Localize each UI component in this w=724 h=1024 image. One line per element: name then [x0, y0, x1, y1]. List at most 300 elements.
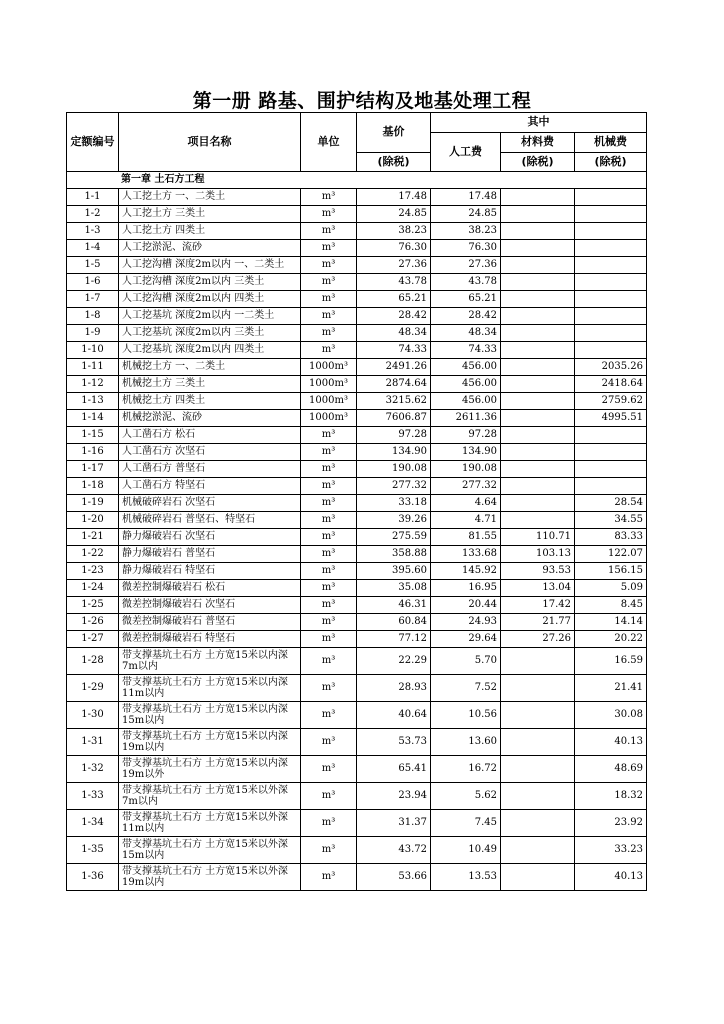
row-unit: m³ [301, 274, 357, 291]
row-name: 机械破碎岩石 普坚石、特坚石 [119, 512, 301, 529]
row-base-price: 31.37 [357, 810, 431, 837]
row-name: 人工挖基坑 深度2m以内 四类土 [119, 342, 301, 359]
row-unit: m³ [301, 864, 357, 891]
row-code: 1-35 [67, 837, 119, 864]
row-unit: 1000m³ [301, 359, 357, 376]
row-labor: 10.56 [431, 702, 501, 729]
row-code: 1-29 [67, 675, 119, 702]
page-title: 第一册 路基、围护结构及地基处理工程 [192, 90, 532, 112]
header-code: 定额编号 [67, 113, 119, 172]
table-row [67, 240, 647, 257]
row-unit: m³ [301, 240, 357, 257]
header-base-note: (除税) [357, 153, 431, 172]
row-unit: m³ [301, 444, 357, 461]
row-machine [575, 427, 647, 444]
row-material: 27.26 [501, 631, 575, 648]
row-machine: 33.23 [575, 837, 647, 864]
row-name: 人工挖淤泥、流砂 [119, 240, 301, 257]
row-code: 1-36 [67, 864, 119, 891]
row-unit: m³ [301, 223, 357, 240]
row-base-price: 76.30 [357, 240, 431, 257]
table-row [67, 495, 647, 512]
row-unit: m³ [301, 189, 357, 206]
row-material [501, 512, 575, 529]
table-row [67, 291, 647, 308]
row-unit: m³ [301, 675, 357, 702]
row-name: 人工凿石方 松石 [119, 427, 301, 444]
table-row [67, 837, 647, 864]
table-row [67, 810, 647, 837]
row-unit: m³ [301, 580, 357, 597]
row-code: 1-21 [67, 529, 119, 546]
row-base-price: 2491.26 [357, 359, 431, 376]
row-base-price: 28.42 [357, 308, 431, 325]
row-code: 1-31 [67, 729, 119, 756]
row-code: 1-4 [67, 240, 119, 257]
row-machine [575, 274, 647, 291]
table-row [67, 223, 647, 240]
row-code: 1-23 [67, 563, 119, 580]
row-code: 1-2 [67, 206, 119, 223]
row-name: 机械破碎岩石 次坚石 [119, 495, 301, 512]
table-row [67, 206, 647, 223]
row-code: 1-32 [67, 756, 119, 783]
header-base-price: 基价 [357, 113, 431, 153]
row-code: 1-17 [67, 461, 119, 478]
header-labor: 人工费 [431, 133, 501, 172]
row-code: 1-9 [67, 325, 119, 342]
row-labor: 2611.36 [431, 410, 501, 427]
row-code: 1-34 [67, 810, 119, 837]
header-among: 其中 [431, 113, 647, 133]
row-machine: 48.69 [575, 756, 647, 783]
row-material: 13.04 [501, 580, 575, 597]
row-machine: 83.33 [575, 529, 647, 546]
row-name: 微差控制爆破岩石 普坚石 [119, 614, 301, 631]
table-row [67, 376, 647, 393]
table-row [67, 580, 647, 597]
row-labor: 76.30 [431, 240, 501, 257]
row-machine: 30.08 [575, 702, 647, 729]
row-material [501, 342, 575, 359]
row-machine: 34.55 [575, 512, 647, 529]
row-material [501, 274, 575, 291]
row-code: 1-18 [67, 478, 119, 495]
row-name: 机械挖土方 一、二类土 [119, 359, 301, 376]
row-machine: 2759.62 [575, 393, 647, 410]
row-machine: 18.32 [575, 783, 647, 810]
row-unit: m³ [301, 529, 357, 546]
row-material [501, 189, 575, 206]
row-base-price: 7606.87 [357, 410, 431, 427]
row-code: 1-15 [67, 427, 119, 444]
row-name: 人工挖土方 一、二类土 [119, 189, 301, 206]
row-material [501, 478, 575, 495]
row-machine [575, 240, 647, 257]
row-material: 21.77 [501, 614, 575, 631]
row-base-price: 39.26 [357, 512, 431, 529]
row-material [501, 206, 575, 223]
table-row [67, 257, 647, 274]
row-machine: 122.07 [575, 546, 647, 563]
row-unit: m³ [301, 206, 357, 223]
row-labor: 134.90 [431, 444, 501, 461]
table-row [67, 675, 647, 702]
row-material [501, 648, 575, 675]
row-labor: 456.00 [431, 393, 501, 410]
row-base-price: 60.84 [357, 614, 431, 631]
row-material [501, 729, 575, 756]
row-labor: 145.92 [431, 563, 501, 580]
table-row [67, 864, 647, 891]
row-labor: 13.53 [431, 864, 501, 891]
row-material [501, 810, 575, 837]
row-labor: 43.78 [431, 274, 501, 291]
chapter-title: 第一章 土石方工程 [67, 172, 647, 189]
row-name: 带支撑基坑土石方 土方宽15米以内深15m以内 [119, 702, 301, 729]
row-material [501, 461, 575, 478]
quota-table [66, 112, 647, 891]
row-name: 带支撑基坑土石方 土方宽15米以内深19m以内 [119, 729, 301, 756]
row-machine: 40.13 [575, 864, 647, 891]
row-unit: m³ [301, 729, 357, 756]
row-name: 人工凿石方 普坚石 [119, 461, 301, 478]
row-unit: m³ [301, 325, 357, 342]
row-labor: 16.95 [431, 580, 501, 597]
row-base-price: 17.48 [357, 189, 431, 206]
row-unit: 1000m³ [301, 393, 357, 410]
row-material [501, 359, 575, 376]
table-row [67, 702, 647, 729]
row-base-price: 43.78 [357, 274, 431, 291]
row-name: 带支撑基坑土石方 土方宽15米以外深7m以内 [119, 783, 301, 810]
row-base-price: 48.34 [357, 325, 431, 342]
row-unit: m³ [301, 427, 357, 444]
header-material: 材料费 [501, 133, 575, 153]
row-name: 机械挖土方 三类土 [119, 376, 301, 393]
row-base-price: 24.85 [357, 206, 431, 223]
row-name: 人工凿石方 次坚石 [119, 444, 301, 461]
row-base-price: 46.31 [357, 597, 431, 614]
table-body [67, 172, 647, 891]
row-machine [575, 461, 647, 478]
table-row [67, 308, 647, 325]
row-unit: m³ [301, 648, 357, 675]
row-base-price: 53.73 [357, 729, 431, 756]
row-material: 103.13 [501, 546, 575, 563]
row-material [501, 240, 575, 257]
row-code: 1-28 [67, 648, 119, 675]
row-unit: 1000m³ [301, 376, 357, 393]
row-labor: 81.55 [431, 529, 501, 546]
row-name: 人工凿石方 特坚石 [119, 478, 301, 495]
row-code: 1-3 [67, 223, 119, 240]
row-unit: m³ [301, 257, 357, 274]
row-machine: 14.14 [575, 614, 647, 631]
row-base-price: 97.28 [357, 427, 431, 444]
row-material [501, 410, 575, 427]
row-unit: m³ [301, 563, 357, 580]
row-machine: 4995.51 [575, 410, 647, 427]
table-row [67, 461, 647, 478]
row-material [501, 257, 575, 274]
table-row [67, 529, 647, 546]
row-labor: 65.21 [431, 291, 501, 308]
row-base-price: 275.59 [357, 529, 431, 546]
row-material [501, 376, 575, 393]
row-code: 1-26 [67, 614, 119, 631]
row-material [501, 223, 575, 240]
row-code: 1-27 [67, 631, 119, 648]
row-code: 1-14 [67, 410, 119, 427]
table-header [67, 113, 647, 172]
table-row [67, 189, 647, 206]
row-code: 1-30 [67, 702, 119, 729]
row-labor: 20.44 [431, 597, 501, 614]
row-labor: 7.52 [431, 675, 501, 702]
row-unit: m³ [301, 783, 357, 810]
header-machine-note: (除税) [575, 153, 647, 172]
row-name: 带支撑基坑土石方 土方宽15米以内深11m以内 [119, 675, 301, 702]
row-code: 1-20 [67, 512, 119, 529]
table-row [67, 342, 647, 359]
header-material-note: (除税) [501, 153, 575, 172]
row-machine: 16.59 [575, 648, 647, 675]
row-material: 93.53 [501, 563, 575, 580]
row-name: 人工挖沟槽 深度2m以内 一、二类土 [119, 257, 301, 274]
row-base-price: 65.21 [357, 291, 431, 308]
row-labor: 10.49 [431, 837, 501, 864]
row-code: 1-10 [67, 342, 119, 359]
row-machine [575, 342, 647, 359]
row-labor: 5.70 [431, 648, 501, 675]
row-labor: 277.32 [431, 478, 501, 495]
row-name: 人工挖土方 四类土 [119, 223, 301, 240]
row-machine: 28.54 [575, 495, 647, 512]
row-unit: m³ [301, 291, 357, 308]
table-row [67, 512, 647, 529]
row-machine [575, 189, 647, 206]
row-material [501, 783, 575, 810]
row-code: 1-33 [67, 783, 119, 810]
row-code: 1-16 [67, 444, 119, 461]
row-labor: 456.00 [431, 376, 501, 393]
row-labor: 4.64 [431, 495, 501, 512]
row-labor: 133.68 [431, 546, 501, 563]
row-base-price: 395.60 [357, 563, 431, 580]
row-machine: 21.41 [575, 675, 647, 702]
row-machine [575, 478, 647, 495]
row-material: 110.71 [501, 529, 575, 546]
row-name: 静力爆破岩石 特坚石 [119, 563, 301, 580]
row-base-price: 33.18 [357, 495, 431, 512]
row-name: 静力爆破岩石 次坚石 [119, 529, 301, 546]
row-material [501, 702, 575, 729]
row-code: 1-6 [67, 274, 119, 291]
row-base-price: 43.72 [357, 837, 431, 864]
row-unit: m³ [301, 631, 357, 648]
row-code: 1-13 [67, 393, 119, 410]
row-unit: m³ [301, 308, 357, 325]
row-base-price: 2874.64 [357, 376, 431, 393]
row-machine [575, 206, 647, 223]
row-machine [575, 257, 647, 274]
row-base-price: 23.94 [357, 783, 431, 810]
row-unit: m³ [301, 546, 357, 563]
row-labor: 29.64 [431, 631, 501, 648]
table-row [67, 597, 647, 614]
row-material [501, 444, 575, 461]
table-row [67, 359, 647, 376]
row-material [501, 756, 575, 783]
row-machine [575, 291, 647, 308]
table-row [67, 546, 647, 563]
row-unit: m³ [301, 702, 357, 729]
row-labor: 17.48 [431, 189, 501, 206]
row-machine: 156.15 [575, 563, 647, 580]
row-machine [575, 325, 647, 342]
row-base-price: 22.29 [357, 648, 431, 675]
header-unit: 单位 [301, 113, 357, 172]
row-labor: 4.71 [431, 512, 501, 529]
row-labor: 48.34 [431, 325, 501, 342]
row-code: 1-25 [67, 597, 119, 614]
row-base-price: 277.32 [357, 478, 431, 495]
row-base-price: 38.23 [357, 223, 431, 240]
row-name: 机械挖淤泥、流砂 [119, 410, 301, 427]
row-code: 1-22 [67, 546, 119, 563]
row-base-price: 40.64 [357, 702, 431, 729]
chapter-row [67, 172, 647, 189]
row-labor: 97.28 [431, 427, 501, 444]
table-row [67, 444, 647, 461]
row-material [501, 864, 575, 891]
row-machine [575, 308, 647, 325]
table-row [67, 783, 647, 810]
row-code: 1-8 [67, 308, 119, 325]
row-code: 1-11 [67, 359, 119, 376]
row-base-price: 74.33 [357, 342, 431, 359]
row-unit: m³ [301, 495, 357, 512]
row-name: 微差控制爆破岩石 特坚石 [119, 631, 301, 648]
row-labor: 27.36 [431, 257, 501, 274]
row-labor: 16.72 [431, 756, 501, 783]
row-machine [575, 444, 647, 461]
row-name: 人工挖沟槽 深度2m以内 三类土 [119, 274, 301, 291]
table-row [67, 274, 647, 291]
row-unit: m³ [301, 756, 357, 783]
row-name: 带支撑基坑土石方 土方宽15米以内深19m以外 [119, 756, 301, 783]
row-name: 人工挖基坑 深度2m以内 三类土 [119, 325, 301, 342]
row-labor: 24.93 [431, 614, 501, 631]
table-row [67, 325, 647, 342]
row-machine: 5.09 [575, 580, 647, 597]
table-row [67, 427, 647, 444]
row-name: 机械挖土方 四类土 [119, 393, 301, 410]
row-base-price: 53.66 [357, 864, 431, 891]
row-code: 1-19 [67, 495, 119, 512]
table-row [67, 631, 647, 648]
table-row [67, 648, 647, 675]
row-base-price: 358.88 [357, 546, 431, 563]
row-labor: 5.62 [431, 783, 501, 810]
row-labor: 7.45 [431, 810, 501, 837]
row-base-price: 27.36 [357, 257, 431, 274]
row-material [501, 393, 575, 410]
row-material [501, 325, 575, 342]
row-unit: m³ [301, 461, 357, 478]
row-labor: 24.85 [431, 206, 501, 223]
row-labor: 28.42 [431, 308, 501, 325]
table-row [67, 410, 647, 427]
row-machine: 23.92 [575, 810, 647, 837]
row-material [501, 675, 575, 702]
row-machine: 2418.64 [575, 376, 647, 393]
table-row [67, 563, 647, 580]
row-base-price: 190.08 [357, 461, 431, 478]
row-code: 1-12 [67, 376, 119, 393]
row-material [501, 291, 575, 308]
row-base-price: 134.90 [357, 444, 431, 461]
row-material: 17.42 [501, 597, 575, 614]
table-row [67, 729, 647, 756]
row-code: 1-1 [67, 189, 119, 206]
header-name: 项目名称 [119, 113, 301, 172]
table-row [67, 478, 647, 495]
row-machine: 40.13 [575, 729, 647, 756]
row-machine: 20.22 [575, 631, 647, 648]
row-name: 带支撑基坑土石方 土方宽15米以外深19m以内 [119, 864, 301, 891]
row-unit: 1000m³ [301, 410, 357, 427]
row-labor: 74.33 [431, 342, 501, 359]
row-labor: 190.08 [431, 461, 501, 478]
row-code: 1-24 [67, 580, 119, 597]
row-base-price: 77.12 [357, 631, 431, 648]
row-unit: m³ [301, 512, 357, 529]
row-name: 人工挖沟槽 深度2m以内 四类土 [119, 291, 301, 308]
row-unit: m³ [301, 597, 357, 614]
row-machine [575, 223, 647, 240]
row-unit: m³ [301, 342, 357, 359]
row-name: 人工挖基坑 深度2m以内 一二类土 [119, 308, 301, 325]
row-name: 带支撑基坑土石方 土方宽15米以外深11m以内 [119, 810, 301, 837]
row-name: 人工挖土方 三类土 [119, 206, 301, 223]
row-base-price: 3215.62 [357, 393, 431, 410]
row-name: 微差控制爆破岩石 次坚石 [119, 597, 301, 614]
row-name: 带支撑基坑土石方 土方宽15米以内深7m以内 [119, 648, 301, 675]
row-material [501, 837, 575, 864]
header-machine: 机械费 [575, 133, 647, 153]
table-row [67, 614, 647, 631]
row-labor: 13.60 [431, 729, 501, 756]
row-base-price: 65.41 [357, 756, 431, 783]
row-unit: m³ [301, 478, 357, 495]
row-code: 1-7 [67, 291, 119, 308]
row-material [501, 427, 575, 444]
row-labor: 456.00 [431, 359, 501, 376]
table-row [67, 393, 647, 410]
row-machine: 8.45 [575, 597, 647, 614]
row-base-price: 28.93 [357, 675, 431, 702]
row-code: 1-5 [67, 257, 119, 274]
table-row [67, 756, 647, 783]
row-labor: 38.23 [431, 223, 501, 240]
row-material [501, 308, 575, 325]
row-name: 带支撑基坑土石方 土方宽15米以外深15m以内 [119, 837, 301, 864]
row-material [501, 495, 575, 512]
row-name: 微差控制爆破岩石 松石 [119, 580, 301, 597]
row-name: 静力爆破岩石 普坚石 [119, 546, 301, 563]
